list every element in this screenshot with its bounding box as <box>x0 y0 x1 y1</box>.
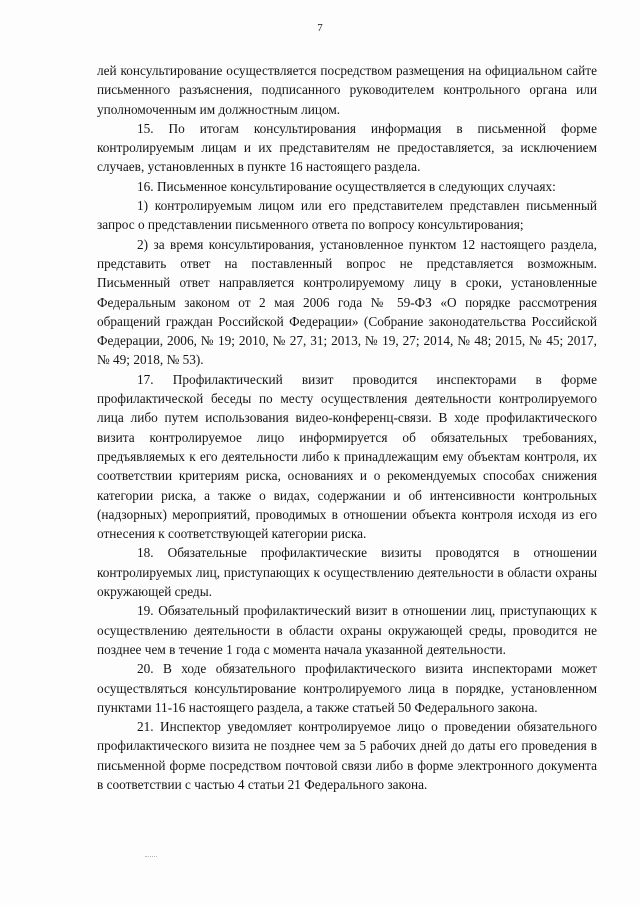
scan-speck-mark <box>145 856 157 861</box>
paragraph-17: 17. Профилактический визит проводится инспекторами в форме профилактической беседы по месту осуществления деятельности контролируемого лица либо путем использования видео-конференц-связи. В ходе профилактического визита контролируемое лицо информируется об обязательных требованиях, предъявляемых к его деятельности либо к принадлежащим ему объектам контроля, их соответствии критериям риска, основаниях и о рекомендуемых способах снижения категории риска, а также о видах, содержании и об интенсивности контрольных (надзорных) мероприятий, проводимых в отношении объекта контроля исходя из его отнесения к соответствующей категории риска. <box>97 371 597 542</box>
paragraph-continuation: лей консультирование осуществляется посредством размещения на официальном сайте письменного разъяснения, подписанного руководителем контрольного органа или уполномоченным им должностным лицом. <box>97 63 597 117</box>
paragraph-16: 16. Письменное консультирование осуществляется в следующих случаях: <box>137 178 556 194</box>
paragraph-21: 21. Инспектор уведомляет контролируемое лицо о проведении обязательного профилактического визита не позднее чем за 5 рабочих дней до даты его проведения в письменной форме посредством почтовой связи либо в форме электронного документа в соответствии с частью 4 статьи 21 Федерального закона. <box>97 719 597 792</box>
paragraph-19: 19. Обязательный профилактический визит в отношении лиц, приступающих к осуществлению деятельности в области охраны окружающей среды, проводится не позднее чем в течение 1 года с момента начала указанной деятельности. <box>97 603 597 657</box>
page-number: 7 <box>317 22 323 34</box>
paragraph-18: 18. Обязательные профилактические визиты проводятся в отношении контролируемых лиц, приступающих к осуществлению деятельности в области охраны окружающей среды. <box>97 545 597 600</box>
paragraph-15: 15. По итогам консультирования информация в письменной форме контролируемым лицам и их представителям не предоставляется, за исключением случаев, установленных в пункте 16 настоящего раздела. <box>97 120 597 175</box>
paragraph-16-item-1: 1) контролируемым лицом или его представителем представлен письменный запрос о представлении письменного ответа по вопросу консультирования; <box>97 198 597 233</box>
paragraph-16-item-2: 2) за время консультирования, установленное пунктом 12 настоящего раздела, представить ответ на поставленный вопрос не представляется возможным. Письменный ответ направляется контролируемому лицу в сроки, установленные Федеральным законом от 2 мая 2006 года № 59-ФЗ «О порядке рассмотрения обращений граждан Российской Федерации» (Собрание законодательства Российской Федерации, 2006, № 19; 2010, № 27, 31; 2013, № 19, 27; 2014, № 48; 2015, № 45; 2017, № 49; 2018, № 53). <box>97 236 597 368</box>
paragraph-20: 20. В ходе обязательного профилактического визита инспекторами может осуществляться консультирование контролируемого лица в порядке, установленном пунктами 11-16 настоящего раздела, а также статьей 50 Федерального закона. <box>97 661 597 715</box>
document-body <box>97 61 597 794</box>
